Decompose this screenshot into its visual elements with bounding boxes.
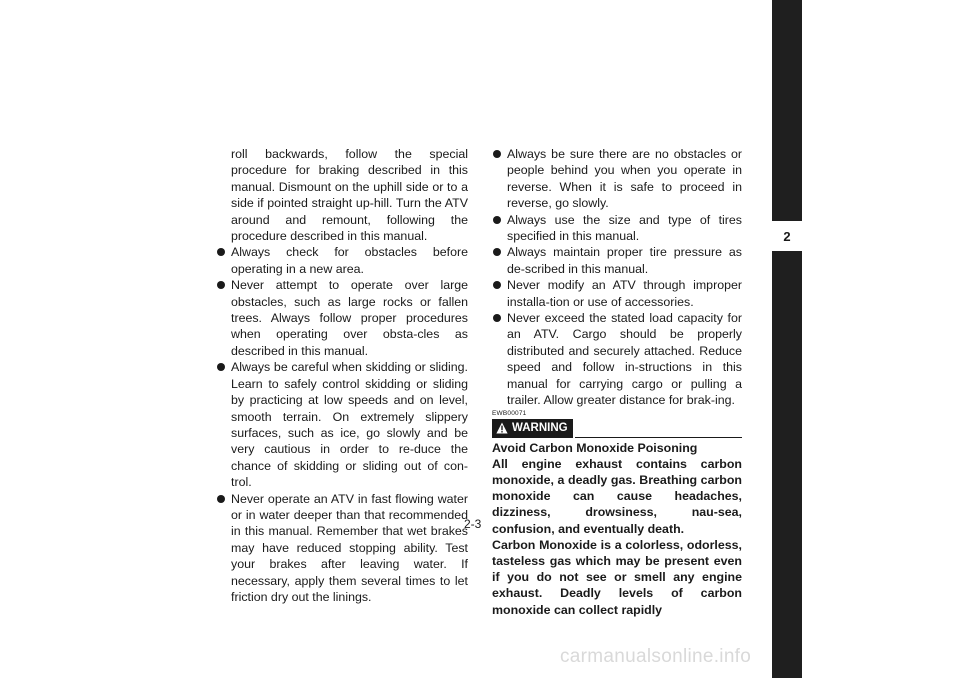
warning-paragraph: All engine exhaust contains carbon monoxide, a deadly gas. Breathing carbon monoxide can cause headaches, dizziness, drowsiness, nau-sea, confusion, and eventually death.	[492, 456, 742, 536]
bullet-icon	[493, 150, 501, 158]
warning-header	[492, 418, 742, 438]
list-item: Always be careful when skidding or sliding. Learn to safely control skidding or sliding by practicing at low speeds and on level, smooth terrain. On extremely slippery surfaces, such as ice, go slowly and be very cautious in order to re-duce the chance of skidding or sliding out of con-trol.	[216, 359, 468, 490]
list-item: Always maintain proper tire pressure as de-scribed in this manual.	[492, 244, 742, 277]
warning-paragraph: Carbon Monoxide is a colorless, odorless, tasteless gas which may be present even if you do not see or smell any engine exhaust. Deadly levels of carbon monoxide can collect rapidly	[492, 537, 742, 617]
list-item: Always use the size and type of tires specified in this manual.	[492, 212, 742, 245]
list-item: Never exceed the stated load capacity for an ATV. Cargo should be properly distributed and securely attached. Reduce speed and follow in-structions in this manual for carrying cargo or pulling a trailer. Allow greater distance for brak-ing.	[492, 310, 742, 408]
intro-paragraph: roll backwards, follow the special procedure for braking described in this manual. Dismount on the uphill side or to a side if pointed straight up-hill. Turn the ATV around and remount, following the procedure described in this manual.	[231, 147, 468, 244]
bullet-icon	[493, 281, 501, 289]
warning-rule	[575, 437, 742, 438]
warning-heading: Avoid Carbon Monoxide Poisoning	[492, 440, 698, 455]
list-item: Never operate an ATV in fast flowing water or in water deeper than that recommended in this manual. Remember that wet brakes may have reduced stopping ability. Test your brakes after leaving water. If necessary, apply them several times to let friction dry out the linings.	[216, 491, 468, 606]
left-column	[216, 146, 468, 605]
bullet-icon	[493, 216, 501, 224]
section-tab-strip	[772, 0, 802, 678]
bullet-icon	[217, 248, 225, 256]
page-number: 2-3	[464, 517, 482, 531]
list-item: Never modify an ATV through improper installa-tion or use of accessories.	[492, 277, 742, 310]
warning-triangle-icon	[496, 422, 508, 434]
bullet-icon	[493, 314, 501, 322]
bullet-icon	[217, 363, 225, 371]
bullet-icon	[217, 281, 225, 289]
bullet-icon	[217, 495, 225, 503]
warning-body	[492, 440, 742, 618]
list-item: Always check for obstacles before operating in a new area.	[216, 244, 468, 277]
list-item: Never attempt to operate over large obstacles, such as large rocks or fallen trees. Always follow proper procedures when operating over obsta-cles as described in this manual.	[216, 277, 468, 359]
section-tab: 2	[772, 221, 802, 251]
warning-label: WARNING	[512, 421, 568, 434]
list-item: Always be sure there are no obstacles or people behind you when you operate in reverse. When it is safe to proceed in reverse, go slowly.	[492, 146, 742, 212]
warning-badge	[492, 419, 573, 438]
right-column	[492, 146, 742, 618]
watermark: carmanualsonline.info	[560, 646, 752, 667]
warning-code: EWB00071	[492, 409, 527, 417]
bullet-icon	[493, 248, 501, 256]
